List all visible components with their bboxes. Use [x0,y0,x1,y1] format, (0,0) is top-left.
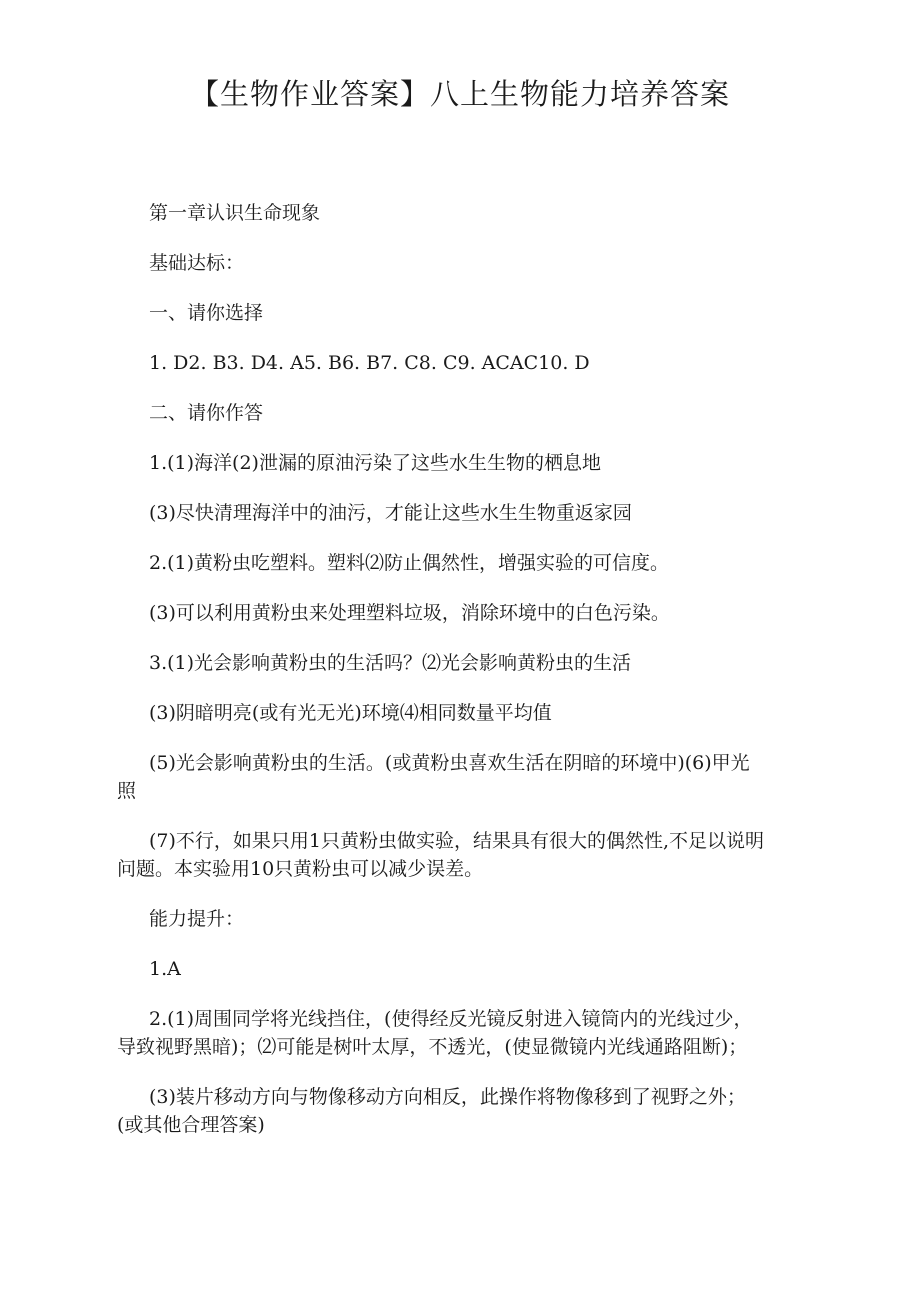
answer-paragraph: (3)可以利用黄粉虫来处理塑料垃圾，消除环境中的白色污染。 [149,602,670,624]
chapter-heading: 第一章认识生命现象 [149,202,321,224]
document-title: 【生物作业答案】八上生物能力培养答案 [189,77,730,111]
answer-paragraph: (5)光会影响黄粉虫的生活。(或黄粉虫喜欢生活在阴暗的环境中)(6)甲光照 [117,752,750,802]
section-heading-basic: 基础达标： [149,252,245,274]
choice-answers: 1. D2. B3. D4. A5. B6. B7. C8. C9. ACAC10. D [149,352,590,374]
answer-paragraph: 3.(1)光会影响黄粉虫的生活吗？⑵光会影响黄粉虫的生活 [149,652,632,674]
answer-paragraph: 1.(1)海洋(2)泄漏的原油污染了这些水生生物的栖息地 [149,452,601,474]
answer-paragraph: (3)装片移动方向与物像移动方向相反，此操作将物像移到了视野之外；(或其他合理答案) [117,1086,746,1136]
answer-paragraph: (3)尽快清理海洋中的油污，才能让这些水生生物重返家园 [149,502,632,524]
answer-paragraph: (3)阴暗明亮(或有光无光)环境⑷相同数量平均值 [149,702,552,724]
answer-paragraph: (7)不行，如果只用1只黄粉虫做实验，结果具有很大的偶然性,不足以说明问题。本实验用10只黄粉虫可以减少误差。 [117,830,765,880]
section-heading-advanced: 能力提升： [149,908,245,930]
part-heading-choice: 一、请你选择 [149,302,264,324]
answer-paragraph: 2.(1)周围同学将光线挡住，(使得经反光镜反射进入镜筒内的光线过少，导致视野黑暗)；⑵可能是树叶太厚，不透光，(使显微镜内光线通路阻断)； [117,1008,753,1058]
document-body [117,199,767,1161]
answer-paragraph: 1.A [149,958,181,980]
part-heading-answer: 二、请你作答 [149,402,264,424]
answer-paragraph: 2.(1)黄粉虫吃塑料。塑料⑵防止偶然性，增强实验的可信度。 [149,552,670,574]
